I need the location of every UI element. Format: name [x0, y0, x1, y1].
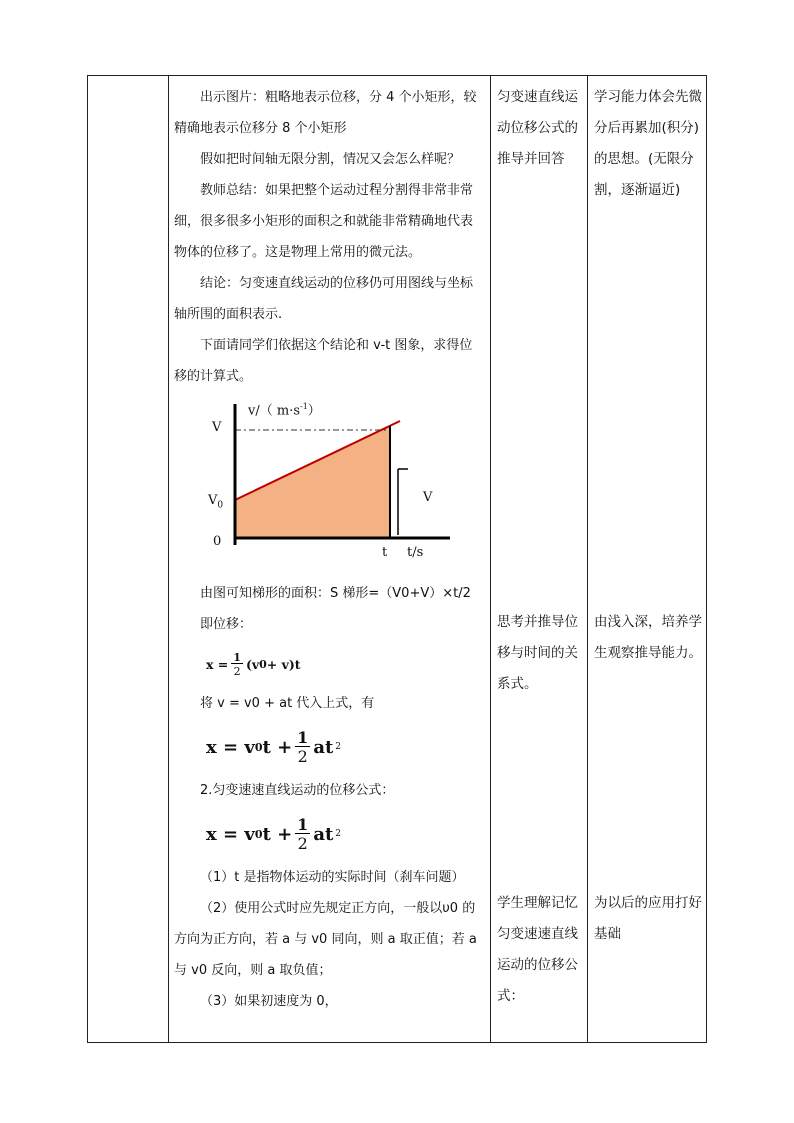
vt-graph: [198, 398, 468, 578]
v0-tick-label: $V_0$: [208, 493, 224, 511]
x-axis-label: t/s: [407, 545, 424, 560]
paragraph-conclusion: 结论：匀变速直线运动的位移仍可用图线与坐标轴所围的面积表示.: [174, 276, 474, 322]
v-tick-label: V: [212, 420, 222, 435]
paragraph-trapezoid-area: 由图可知梯形的面积：S 梯形=（V0+V）×t/2: [200, 586, 471, 601]
student-activity-1: 匀变速直线运动位移公式的推导并回答: [497, 89, 578, 167]
vt-graph-drawing: [198, 398, 468, 578]
formula-average-velocity: x = $\frac{1}{2}$ (v 0 + v)t: [206, 650, 301, 678]
design-intent-2: 由浅入深，培养学生观察推导能力。: [594, 614, 702, 661]
paragraph-show-picture: 出示图片：粗略地表示位移，分 4 个小矩形，较精确地表示位移分 8 个小矩形: [174, 90, 477, 136]
paragraph-formula-title: 2.匀变速速直线运动的位移公式：: [200, 783, 395, 798]
trapezoid-area: [235, 426, 390, 537]
design-intent-1: 学习能力体会先微分后再累加(积分)的思想。(无限分割，逐渐逼近): [594, 89, 702, 198]
t-tick-label: t: [382, 545, 388, 560]
paragraph-question: 假如把时间轴无限分割，情况又会怎么样呢？: [200, 152, 461, 167]
teaching-process-cell: [169, 76, 490, 1017]
paragraph-substitute: 将 v = v0 + at 代入上式，有: [200, 696, 375, 711]
student-activity-3: 学生理解记忆匀变速速直线运动的位移公式：: [497, 895, 578, 1004]
formula-displacement-2: x = v 0 t + $\frac{1}{2}$ at 2: [206, 814, 342, 853]
y-axis-label: v/（ $m\cdot s^{-1}$）: [248, 402, 321, 419]
paragraph-note-2: （2）使用公式时应先规定正方向，一般以υ0 的方向为正方向，若 a 与 v0 同向，则 a 取正值；若 a 与 v0 反向，则 a 取负值；: [174, 901, 477, 978]
lesson-table: [87, 75, 707, 1043]
paragraph-note-3: （3）如果初速度为 0，: [200, 994, 338, 1009]
design-intent-3: 为以后的应用打好基础: [594, 895, 702, 942]
paragraph-instruction: 下面请同学们依据这个结论和 v-t 图象，求得位移的计算式。: [174, 338, 473, 384]
paragraph-displacement: 即位移：: [200, 617, 253, 632]
origin-label: 0: [213, 534, 222, 549]
paragraph-note-1: （1）t 是指物体运动的实际时间（刹车问题）: [200, 870, 465, 885]
formula-displacement-1: x = v 0 t + $\frac{1}{2}$ at 2: [206, 727, 342, 766]
paragraph-teacher-summary: 教师总结：如果把整个运动过程分割得非常非常细，很多很多小矩形的面积之和就能非常精确地代表物体的位移了。这是物理上常用的微元法。: [174, 183, 474, 260]
student-activity-2: 思考并推导位移与时间的关系式。: [497, 614, 578, 692]
delta-v-label: V: [423, 490, 433, 505]
